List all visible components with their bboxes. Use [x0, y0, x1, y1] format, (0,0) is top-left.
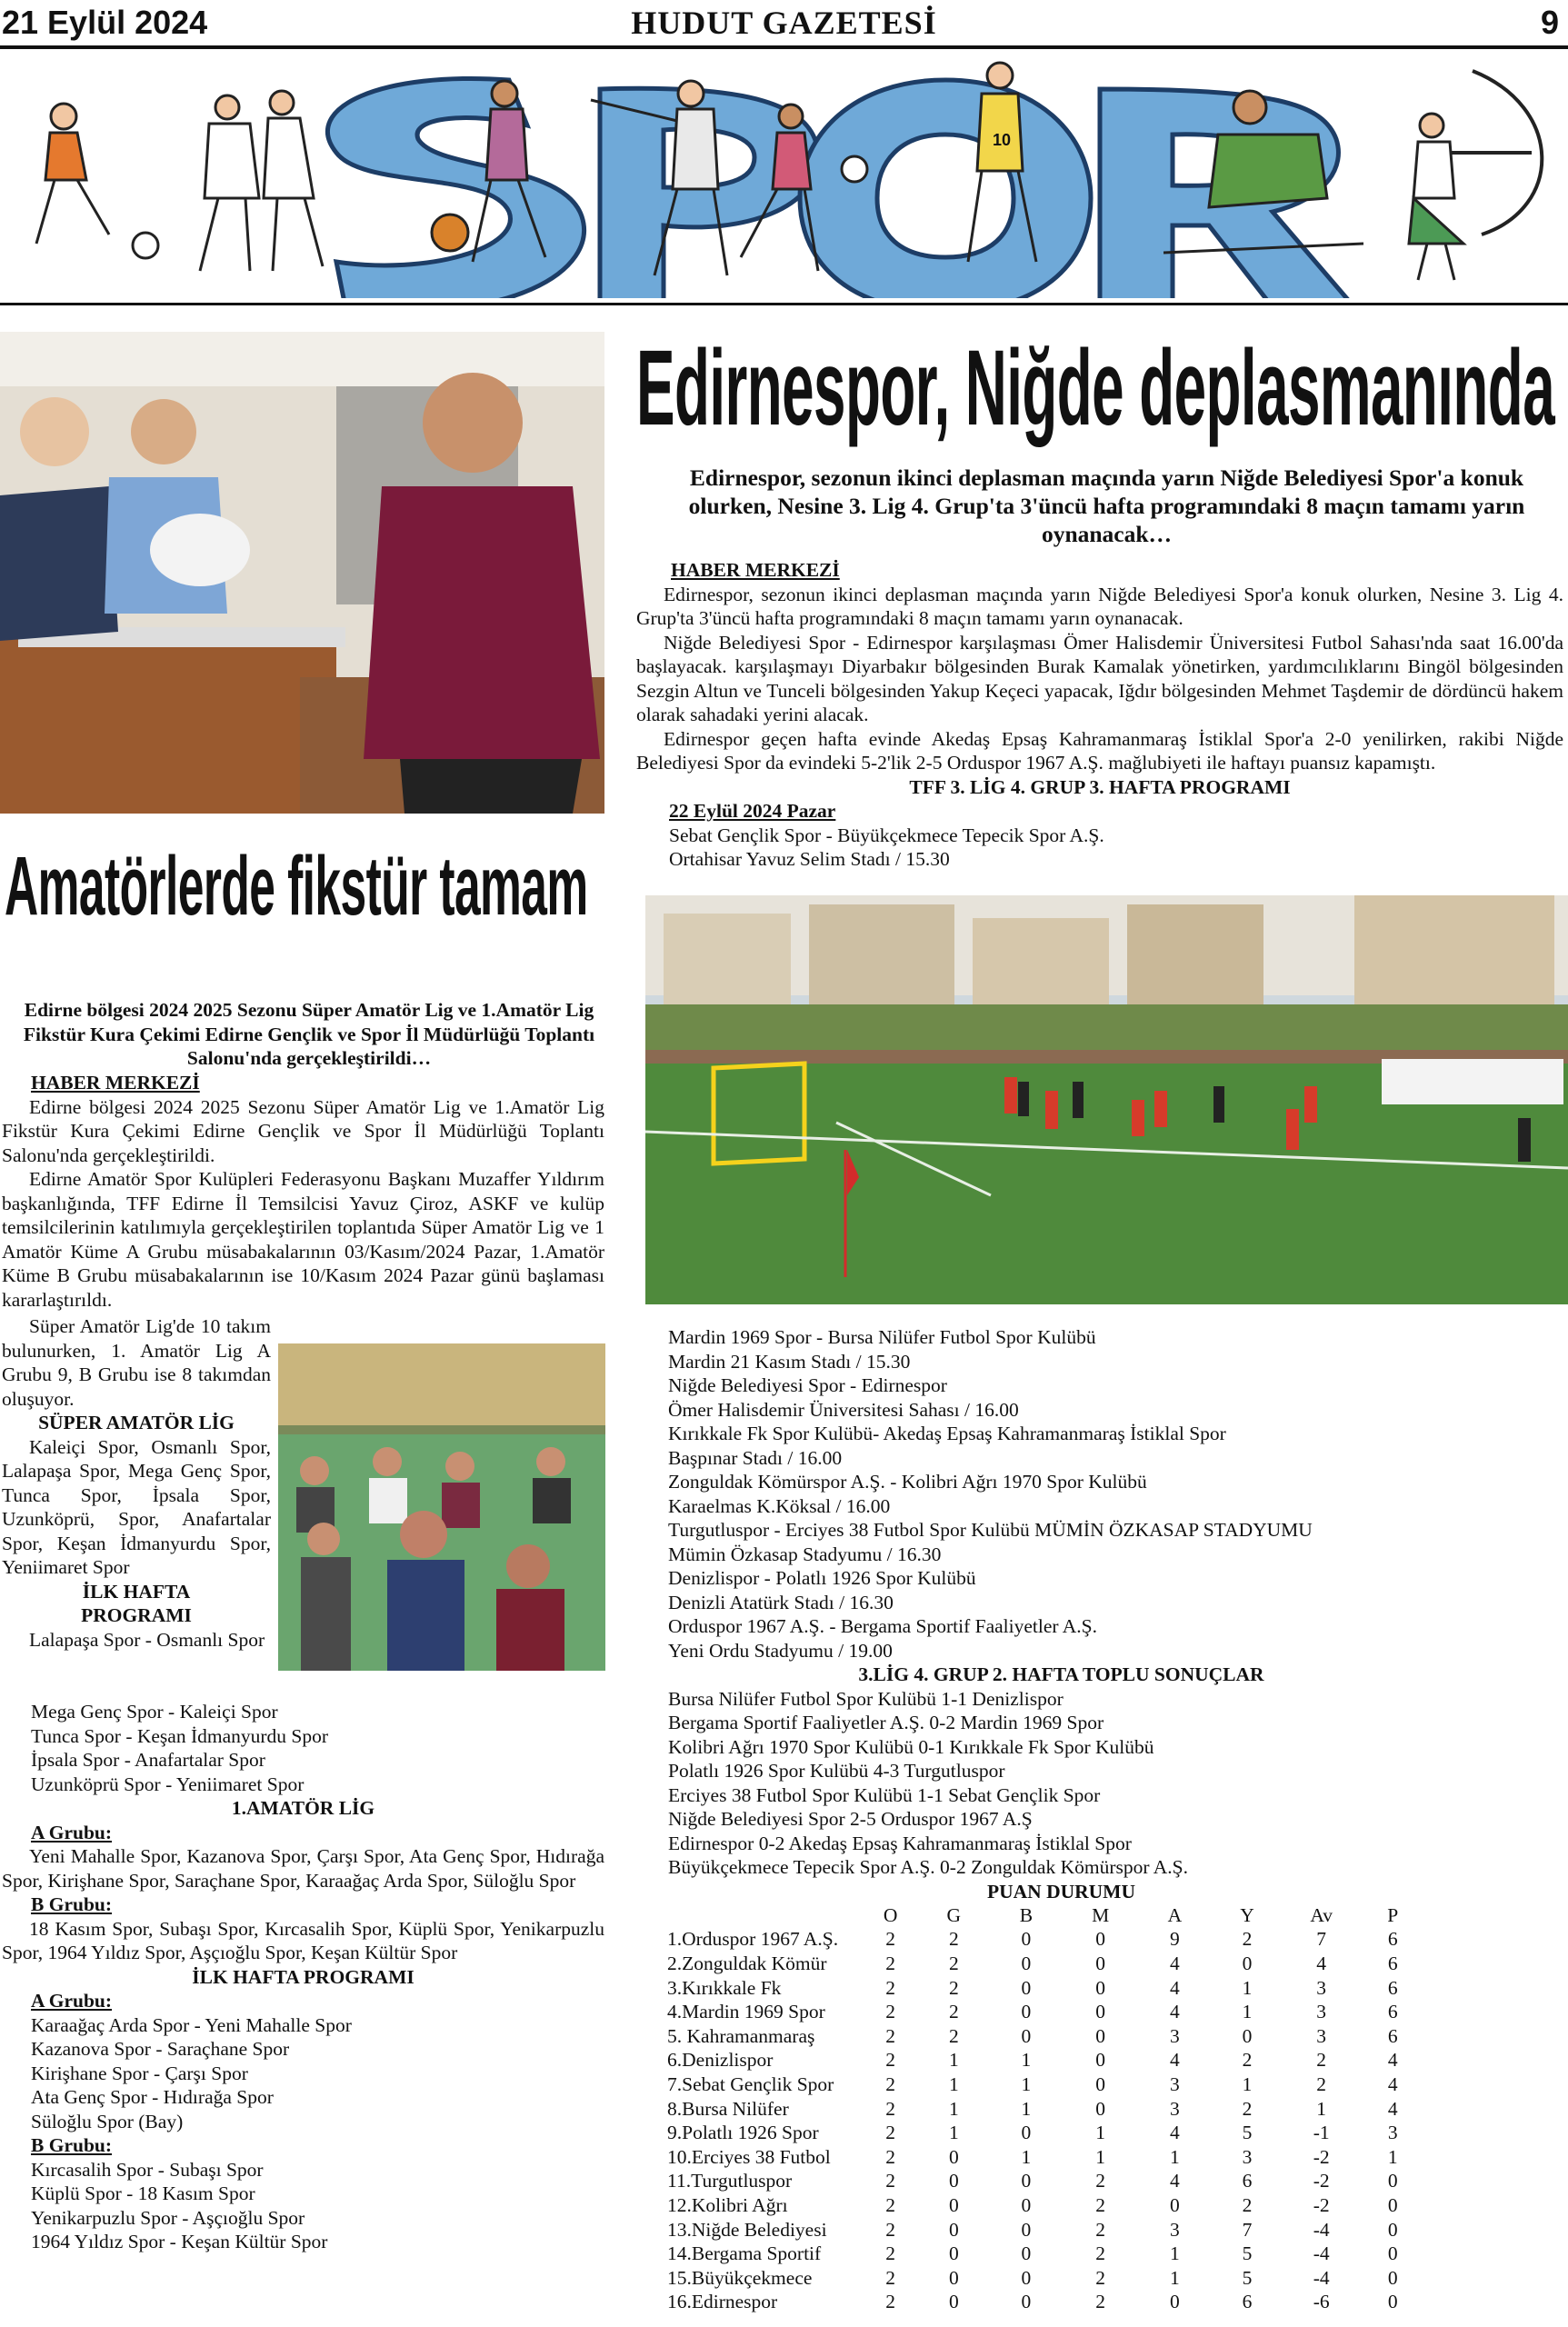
amateur-intro	[2, 1071, 604, 1312]
standings-cell: 0	[1021, 2242, 1032, 2265]
standings-cell: 3	[1242, 2145, 1253, 2168]
standings-table	[667, 1903, 1426, 2314]
standings-cell: 0	[1387, 2193, 1398, 2216]
standings-cell: 2	[885, 1952, 896, 1974]
standings-cell: 2	[1242, 2193, 1253, 2216]
standings-cell: -2	[1313, 2193, 1330, 2216]
standings-cell: 0	[948, 2193, 959, 2216]
standings-row	[667, 2000, 1426, 2024]
program-venue-1: Ortahisar Yavuz Selim Stadı / 15.30	[669, 848, 950, 870]
standings-cell: 4	[1169, 2122, 1180, 2144]
standings-team: 14.Bergama Sportif	[667, 2242, 822, 2265]
program-line: Kırıkkale Fk Spor Kulübü- Akedaş Epsaş Kahramanmaraş İstiklal Spor	[668, 1423, 1226, 1444]
amateur-paragraph-2: Edirne Amatör Spor Kulüpleri Federasyonu Başkanı Muzaffer Yıldırım başkanlığında, TFF Edirne İl Temsilcisi Yavuz Çiroz, ASKF ve kulüp temsilcilerinin katılımıyla gerçekleştirilen toplantıda Süper Amatör Lig ve 1 Amatör Küme A Grubu müsabakalarının 03/Kasım/2024 Pazar, 1.Amatör Küme B Grubu müsabakalarının ise 10/Kasım 2024 Pazar günü başlaması kararlaştırıldı.	[2, 1168, 604, 1311]
standings-cell: 4	[1169, 1976, 1180, 1999]
standings-cell: 0	[1021, 1952, 1032, 1974]
standings-cell: 0	[948, 2218, 959, 2241]
standings-cell: 0	[1169, 2193, 1180, 2216]
standings-team: 5. Kahramanmaraş	[667, 2024, 815, 2047]
program-list	[668, 1325, 1563, 1663]
amateur-lower	[2, 1700, 604, 2254]
standings-cell: 2	[1095, 2170, 1106, 2192]
amateur-paragraph-1: Edirne bölgesi 2024 2025 Sezonu Süper Amatör Lig ve 1.Amatör Lig Fikstür Kura Çekimi Edirne Gençlik ve Spor İl Müdürlüğü Toplantı Salonu'nda gerçekleştirildi.	[2, 1095, 604, 1166]
a-week-match: Kirişhane Spor - Çarşı Spor	[31, 2062, 248, 2084]
amateur-first-week-title: İLK HAFTA PROGRAMI	[192, 1965, 414, 1988]
main-paragraph-3: Edirnespor geçen hafta evinde Akedaş Epsaş Kahramanmaraş İstiklal Spor'a 2-0 yenilirken, rakibi Niğde Belediyesi Spor da evindeki 5-2'lik 2-5 Orduspor 1967 A.Ş. mağlubiyeti ile haftayı puansız kapamıştı.	[636, 727, 1563, 774]
super-week-match: Tunca Spor - Keşan İdmanyurdu Spor	[31, 1724, 329, 1747]
standings-cell: 2	[885, 2001, 896, 2023]
standings-body	[667, 1928, 1426, 2315]
standings-cell: 0	[1021, 2193, 1032, 2216]
standings-cell: 0	[1095, 2097, 1106, 2120]
program-line: Zonguldak Kömürspor A.Ş. - Kolibri Ağrı 1970 Spor Kulübü	[668, 1471, 1147, 1493]
result-line: Bursa Nilüfer Futbol Spor Kulübü 1-1 Denizlispor	[668, 1687, 1064, 1710]
standings-cell: 4	[1316, 1952, 1327, 1974]
main-paragraph-1: Edirnespor, sezonun ikinci deplasman maçında yarın Niğde Belediyesi Spor'a konuk olurken, Nesine 3. Lig 4. Grup'ta 3'üncü hafta programındaki 8 maçın tamamı yarın oynanacak.	[636, 583, 1563, 629]
main-headline: Edirnespor, Niğde deplasmanında	[636, 328, 1555, 448]
standings-cell: 2	[1095, 2266, 1106, 2289]
standings-cell: 1	[1242, 1976, 1253, 1999]
standings-row	[667, 1952, 1426, 1976]
standings-cell: 2	[1242, 2097, 1253, 2120]
athletes	[36, 63, 1542, 280]
standings-cell: -4	[1313, 2218, 1330, 2241]
standings-cell: 0	[1095, 1928, 1106, 1951]
standings-team: 8.Bursa Nilüfer	[667, 2097, 789, 2120]
standings-cell: 6	[1387, 1928, 1398, 1951]
standings-header: G	[946, 1903, 962, 1926]
jersey-number: 10	[993, 131, 1012, 149]
program-line: Karaelmas K.Köksal / 16.00	[668, 1494, 891, 1517]
standings-cell: 0	[1021, 2266, 1032, 2289]
letter-s	[327, 78, 584, 298]
program-line: Orduspor 1967 A.Ş. - Bergama Sportif Faaliyetler A.Ş.	[668, 1615, 1097, 1637]
super-week-match: Mega Genç Spor - Kaleiçi Spor	[31, 1701, 278, 1723]
standings-cell: 2	[1316, 2049, 1327, 2072]
standings-cell: 0	[1095, 1976, 1106, 1999]
b-group-teams: 18 Kasım Spor, Subaşı Spor, Kırcasalih Spor, Küplü Spor, Yenikarpuzlu Spor, 1964 Yıldız Spor, Aşçıoğlu Spor, Keşan Kültür Spor	[2, 1917, 604, 1963]
standings-cell: 0	[1021, 1976, 1032, 1999]
standings-cell: 1	[1316, 2097, 1327, 2120]
program-match-1: Sebat Gençlik Spor - Büyükçekmece Tepecik Spor A.Ş.	[669, 824, 1104, 846]
main-article-top	[636, 558, 1563, 872]
standings-cell: 2	[885, 2193, 896, 2216]
standings-cell: 1	[1242, 2001, 1253, 2023]
standings-cell: 2	[885, 2291, 896, 2313]
standings-cell: 4	[1169, 2170, 1180, 2192]
banner-illustration	[0, 53, 1568, 298]
standings-cell: 0	[1242, 1952, 1253, 1974]
standings-row	[667, 2266, 1426, 2291]
program-line: Mümin Özkasap Stadyumu / 16.30	[668, 1543, 942, 1565]
standings-row	[667, 2145, 1426, 2170]
standings-cell: 3	[1169, 2097, 1180, 2120]
program-date: 22 Eylül 2024 Pazar	[669, 800, 836, 822]
standings-cell: 1	[1021, 2097, 1032, 2120]
standings-cell: 0	[1095, 2024, 1106, 2047]
standings-cell: 2	[885, 2242, 896, 2265]
standings-cell: 4	[1387, 2097, 1398, 2120]
standings-cell: 9	[1169, 1928, 1180, 1951]
standings-cell: -4	[1313, 2242, 1330, 2265]
standings-cell: 2	[885, 2049, 896, 2072]
standings-team: 2.Zonguldak Kömür	[667, 1952, 827, 1974]
result-line: Polatlı 1926 Spor Kulübü 4-3 Turgutluspor	[668, 1760, 1005, 1782]
b-week-match: Küplü Spor - 18 Kasım Spor	[31, 2182, 255, 2204]
b-group-label: B Grubu:	[31, 1893, 113, 1915]
standings-cell: 3	[1316, 2001, 1327, 2023]
standings-cell: -6	[1313, 2291, 1330, 2313]
super-first-week-title: İLK HAFTA PROGRAMI	[81, 1580, 192, 1626]
standings-cell: 2	[948, 2024, 959, 2047]
standings-row	[667, 2121, 1426, 2145]
standings-row	[667, 2097, 1426, 2122]
result-line: Niğde Belediyesi Spor 2-5 Orduspor 1967 A.Ş	[668, 1808, 1033, 1830]
standings-team: 4.Mardin 1969 Spor	[667, 2001, 825, 2023]
standings-row	[667, 2049, 1426, 2073]
standings-cell: 3	[1169, 2072, 1180, 2095]
a-group-label: A Grubu:	[31, 1821, 113, 1843]
standings-team: 16.Edirnespor	[667, 2291, 778, 2313]
first-amateur-title: 1.AMATÖR LİG	[231, 1797, 375, 1819]
standings-cell: 0	[1021, 2001, 1032, 2023]
standings-cell: 3	[1316, 2024, 1327, 2047]
standings-cell: 0	[1387, 2242, 1398, 2265]
b-week-match: 1964 Yıldız Spor - Keşan Kültür Spor	[31, 2231, 328, 2252]
amateur-summary	[2, 1314, 271, 1652]
standings-cell: -2	[1313, 2145, 1330, 2168]
main-paragraph-2: Niğde Belediyesi Spor - Edirnespor karşılaşması Ömer Halisdemir Üniversitesi Futbol Sahası'nda saat 16.00'da başlayacak. karşılaşmayı Diyarbakır bölgesinden Burak Kamalak yönetirken, yardımcılıklarını Bingöl bölgesinden Sezgin Altun ve Tunceli bölgesinden Yakup Keçeci yapacak, Iğdır bölgesinden Mehmet Taşdemir de dördüncü hakem olarak sahadaki yerini alacak.	[636, 631, 1563, 725]
standings-cell: 0	[948, 2170, 959, 2192]
super-week-match: Lalapaşa Spor - Osmanlı Spor	[29, 1628, 265, 1651]
standings-cell: 0	[1095, 2072, 1106, 2095]
standings-cell: 2	[1095, 2242, 1106, 2265]
a-week-match: Süloğlu Spor (Bay)	[31, 2110, 184, 2132]
standings-row	[667, 2193, 1426, 2218]
standings-cell: -1	[1313, 2122, 1330, 2144]
standings-header: M	[1092, 1903, 1110, 1926]
results-title: 3.LİG 4. GRUP 2. HAFTA TOPLU SONUÇLAR	[858, 1663, 1264, 1685]
amateur-paragraph-3: Süper Amatör Lig'de 10 takım bulunurken, 1. Amatör Lig A Grubu 9, B Grubu ise 8 takımdan oluşuyor.	[2, 1315, 271, 1410]
standings-team: 6.Denizlispor	[667, 2049, 774, 2072]
standings-header: A	[1167, 1903, 1183, 1926]
standings-cell: 1	[948, 2097, 959, 2120]
program-line: Turgutluspor - Erciyes 38 Futbol Spor Kulübü MÜMİN ÖZKASAP STADYUMU	[668, 1519, 1313, 1541]
standings-cell: 2	[1095, 2218, 1106, 2241]
a-week-match: Karaağaç Arda Spor - Yeni Mahalle Spor	[31, 2013, 352, 2036]
standings-cell: 0	[1242, 2024, 1253, 2047]
standings-row	[667, 1928, 1426, 1952]
sports-banner	[0, 53, 1568, 298]
standings-cell: 2	[885, 1976, 896, 1999]
standings-cell: 0	[1021, 2122, 1032, 2144]
standings-team: 3.Kırıkkale Fk	[667, 1976, 782, 1999]
standings-cell: 1	[948, 2122, 959, 2144]
program-line: Denizli Atatürk Stadı / 16.30	[668, 1591, 894, 1613]
standings-cell: 2	[1242, 2049, 1253, 2072]
standings-cell: 2	[1095, 2193, 1106, 2216]
standings-cell: -2	[1313, 2170, 1330, 2192]
standings-team: 9.Polatlı 1926 Spor	[667, 2122, 819, 2144]
standings-row	[667, 2242, 1426, 2266]
a-week-match: Ata Genç Spor - Hıdırağa Spor	[31, 2086, 274, 2108]
standings-cell: 1	[1387, 2145, 1398, 2168]
standings-cell: 1	[1021, 2072, 1032, 2095]
standings-cell: 0	[1387, 2266, 1398, 2289]
standings-cell: 2	[1095, 2291, 1106, 2313]
standings-cell: -4	[1313, 2266, 1330, 2289]
standings-cell: 3	[1316, 1976, 1327, 1999]
standings-row	[667, 2072, 1426, 2097]
program-line: Mardin 1969 Spor - Bursa Nilüfer Futbol Spor Kulübü	[668, 1326, 1096, 1348]
main-article-bottom	[668, 1325, 1563, 1903]
standings-cell: 1	[1169, 2145, 1180, 2168]
standings-header: P	[1387, 1903, 1399, 1926]
results-list	[668, 1687, 1563, 1880]
standings-cell: 1	[1169, 2266, 1180, 2289]
program-line: Denizlispor - Polatlı 1926 Spor Kulübü	[668, 1567, 976, 1589]
standings-cell: 1	[1021, 2145, 1032, 2168]
standings-team: 1.Orduspor 1967 A.Ş.	[667, 1928, 839, 1951]
standings-cell: 2	[885, 2218, 896, 2241]
standings-cell: 3	[1169, 2218, 1180, 2241]
standings-cell: 3	[1169, 2024, 1180, 2047]
standings-cell: 5	[1242, 2242, 1253, 2265]
standings-cell: 6	[1242, 2291, 1253, 2313]
standings-header: B	[1019, 1903, 1034, 1926]
standings-row	[667, 2291, 1426, 2315]
super-league-teams: Kaleiçi Spor, Osmanlı Spor, Lalapaşa Spor, Mega Genç Spor, Tunca Spor, İpsala Spor, Uzunköprü, Spor, Anafartalar Spor, Keşan İdmanyurdu Spor, Yeniimaret Spor	[2, 1435, 271, 1578]
standings-cell: 1	[1095, 2145, 1106, 2168]
result-line: Bergama Sportif Faaliyetler A.Ş. 0-2 Mardin 1969 Spor	[668, 1712, 1104, 1733]
standings-cell: 2	[1242, 1928, 1253, 1951]
newspaper-name: HUDUT GAZETESİ	[631, 5, 937, 41]
standings-cell: 0	[1387, 2291, 1398, 2313]
standings-cell: 0	[948, 2145, 959, 2168]
standings-header-team	[667, 1903, 864, 1928]
standings-row	[667, 2218, 1426, 2242]
standings-team: 15.Büyükçekmece	[667, 2266, 813, 2289]
standings-header: Av	[1310, 1903, 1333, 1926]
standings-cell: 4	[1169, 1952, 1180, 1974]
standings-cell: 2	[885, 2145, 896, 2168]
standings-cell: 6	[1387, 2024, 1398, 2047]
standings-cell: 1	[948, 2072, 959, 2095]
draw-ceremony-photo	[0, 332, 604, 814]
a-week-label: A Grubu:	[31, 1990, 113, 2012]
standings-cell: 3	[1387, 2122, 1398, 2144]
standings-cell: 4	[1387, 2072, 1398, 2095]
standings-cell: 6	[1387, 2001, 1398, 2023]
standings-cell: 0	[948, 2266, 959, 2289]
standings-cell: 4	[1387, 2049, 1398, 2072]
a-group-teams: Yeni Mahalle Spor, Kazanova Spor, Çarşı Spor, Ata Genç Spor, Hıdırağa Spor, Kirişhane Spor, Saraçhane Spor, Karaağaç Arda Spor, Süloğlu Spor	[2, 1845, 604, 1892]
meeting-photo	[278, 1343, 605, 1671]
standings-cell: 2	[948, 1952, 959, 1974]
standings-cell: 2	[948, 1976, 959, 1999]
standings-row	[667, 2024, 1426, 2049]
standings-cell: 2	[885, 2097, 896, 2120]
result-line: Büyükçekmece Tepecik Spor A.Ş. 0-2 Zonguldak Kömürspor A.Ş.	[668, 1856, 1188, 1878]
b-week-match: Yenikarpuzlu Spor - Aşçıoğlu Spor	[31, 2206, 305, 2229]
standings-team: 13.Niğde Belediyesi	[667, 2218, 827, 2241]
standings-cell: 7	[1242, 2218, 1253, 2241]
program-line: Ömer Halisdemir Üniversitesi Sahası / 16.00	[668, 1398, 1019, 1421]
main-byline: HABER MERKEZİ	[671, 559, 840, 581]
standings-cell: 2	[948, 1928, 959, 1951]
standings-team: 12.Kolibri Ağrı	[667, 2193, 788, 2216]
b-week-match: Kırcasalih Spor - Subaşı Spor	[31, 2158, 264, 2181]
standings-cell: 6	[1387, 1976, 1398, 1999]
standings-cell: 2	[885, 2024, 896, 2047]
standings-cell: 1	[948, 2049, 959, 2072]
standings-cell: 4	[1169, 2049, 1180, 2072]
standings-cell: 6	[1242, 2170, 1253, 2192]
standings-team: 10.Erciyes 38 Futbol	[667, 2145, 831, 2168]
program-line: Mardin 21 Kasım Stadı / 15.30	[668, 1350, 911, 1373]
issue-date: 21 Eylül 2024	[2, 4, 208, 41]
standings-cell: 0	[948, 2291, 959, 2313]
b-week-label: B Grubu:	[31, 2134, 113, 2156]
standings-cell: 0	[1021, 2291, 1032, 2313]
a-week-match: Kazanova Spor - Saraçhane Spor	[31, 2038, 290, 2060]
program-line: Yeni Ordu Stadyumu / 19.00	[668, 1639, 893, 1662]
header-rule	[0, 45, 1568, 49]
standings-cell: 1	[1021, 2049, 1032, 2072]
standings-cell: 2	[885, 1928, 896, 1951]
amateur-byline: HABER MERKEZİ	[31, 1072, 200, 1094]
super-week-match: İpsala Spor - Anafartalar Spor	[31, 1749, 265, 1771]
standings-row	[667, 2170, 1426, 2194]
result-line: Edirnespor 0-2 Akedaş Epsaş Kahramanmaraş İstiklal Spor	[668, 1832, 1132, 1854]
standings-cell: 0	[1095, 2001, 1106, 2023]
standings-cell: 7	[1316, 1928, 1327, 1951]
page-number: 9	[1540, 4, 1559, 41]
standings-cell: 0	[1021, 2170, 1032, 2192]
standings-cell: 0	[1021, 1928, 1032, 1951]
standings-team: 7.Sebat Gençlik Spor	[667, 2072, 834, 2095]
standings-cell: 2	[948, 2001, 959, 2023]
standings-cell: 0	[1387, 2218, 1398, 2241]
amateur-lead: Edirne bölgesi 2024 2025 Sezonu Süper Amatör Lig ve 1.Amatör Lig Fikstür Kura Çekimi Edirne Gençlik ve Spor İl Müdürlüğü Toplantı Salonu'nda gerçekleştirildi…	[23, 999, 595, 1069]
program-line: Başpınar Stadı / 16.00	[668, 1446, 843, 1469]
standings-cell: 0	[1387, 2170, 1398, 2192]
standings-team: 11.Turgutluspor	[667, 2170, 793, 2192]
standings-header: O	[883, 1903, 898, 1926]
standings-cell: 2	[885, 2122, 896, 2144]
standings-cell: 5	[1242, 2122, 1253, 2144]
result-line: Erciyes 38 Futbol Spor Kulübü 1-1 Sebat Gençlik Spor	[668, 1783, 1101, 1806]
super-league-title: SÜPER AMATÖR LİG	[38, 1412, 235, 1433]
standings-cell: 1	[1242, 2072, 1253, 2095]
standings-cell: 2	[885, 2266, 896, 2289]
standings-cell: 0	[1169, 2291, 1180, 2313]
standings-cell: 1	[1169, 2242, 1180, 2265]
super-week-match: Uzunköprü Spor - Yeniimaret Spor	[31, 1773, 305, 1795]
standings-cell: 1	[1095, 2122, 1106, 2144]
standings-row	[667, 1976, 1426, 2001]
standings-title: PUAN DURUMU	[986, 1880, 1135, 1903]
standings-header-row	[667, 1903, 1426, 1928]
main-lead: Edirnespor, sezonun ikinci deplasman maçında yarın Niğde Belediyesi Spor'a konuk olurken, Nesine 3. Lig 4. Grup'ta 3'üncü hafta programındaki 8 maçın tamamı yarın oynanacak…	[688, 464, 1525, 547]
standings-cell: 2	[885, 2170, 896, 2192]
standings-cell: 0	[1021, 2024, 1032, 2047]
letter-o	[800, 80, 1091, 298]
banner-rule	[0, 303, 1568, 305]
standings-cell: 0	[1095, 1952, 1106, 1974]
standings-cell: 0	[948, 2242, 959, 2265]
amateur-headline: Amatörlerde fikstür tamam	[5, 840, 588, 933]
program-line: Niğde Belediyesi Spor - Edirnespor	[668, 1374, 947, 1396]
standings-header: Y	[1240, 1903, 1254, 1926]
match-photo	[645, 895, 1568, 1304]
standings-cell: 2	[1316, 2072, 1327, 2095]
standings-cell: 6	[1387, 1952, 1398, 1974]
standings-cell: 4	[1169, 2001, 1180, 2023]
standings-cell: 2	[885, 2072, 896, 2095]
program-title: TFF 3. LİG 4. GRUP 3. HAFTA PROGRAMI	[909, 775, 1291, 798]
standings-cell: 0	[1021, 2218, 1032, 2241]
result-line: Kolibri Ağrı 1970 Spor Kulübü 0-1 Kırıkkale Fk Spor Kulübü	[668, 1735, 1154, 1758]
standings-cell: 0	[1095, 2049, 1106, 2072]
standings-cell: 5	[1242, 2266, 1253, 2289]
